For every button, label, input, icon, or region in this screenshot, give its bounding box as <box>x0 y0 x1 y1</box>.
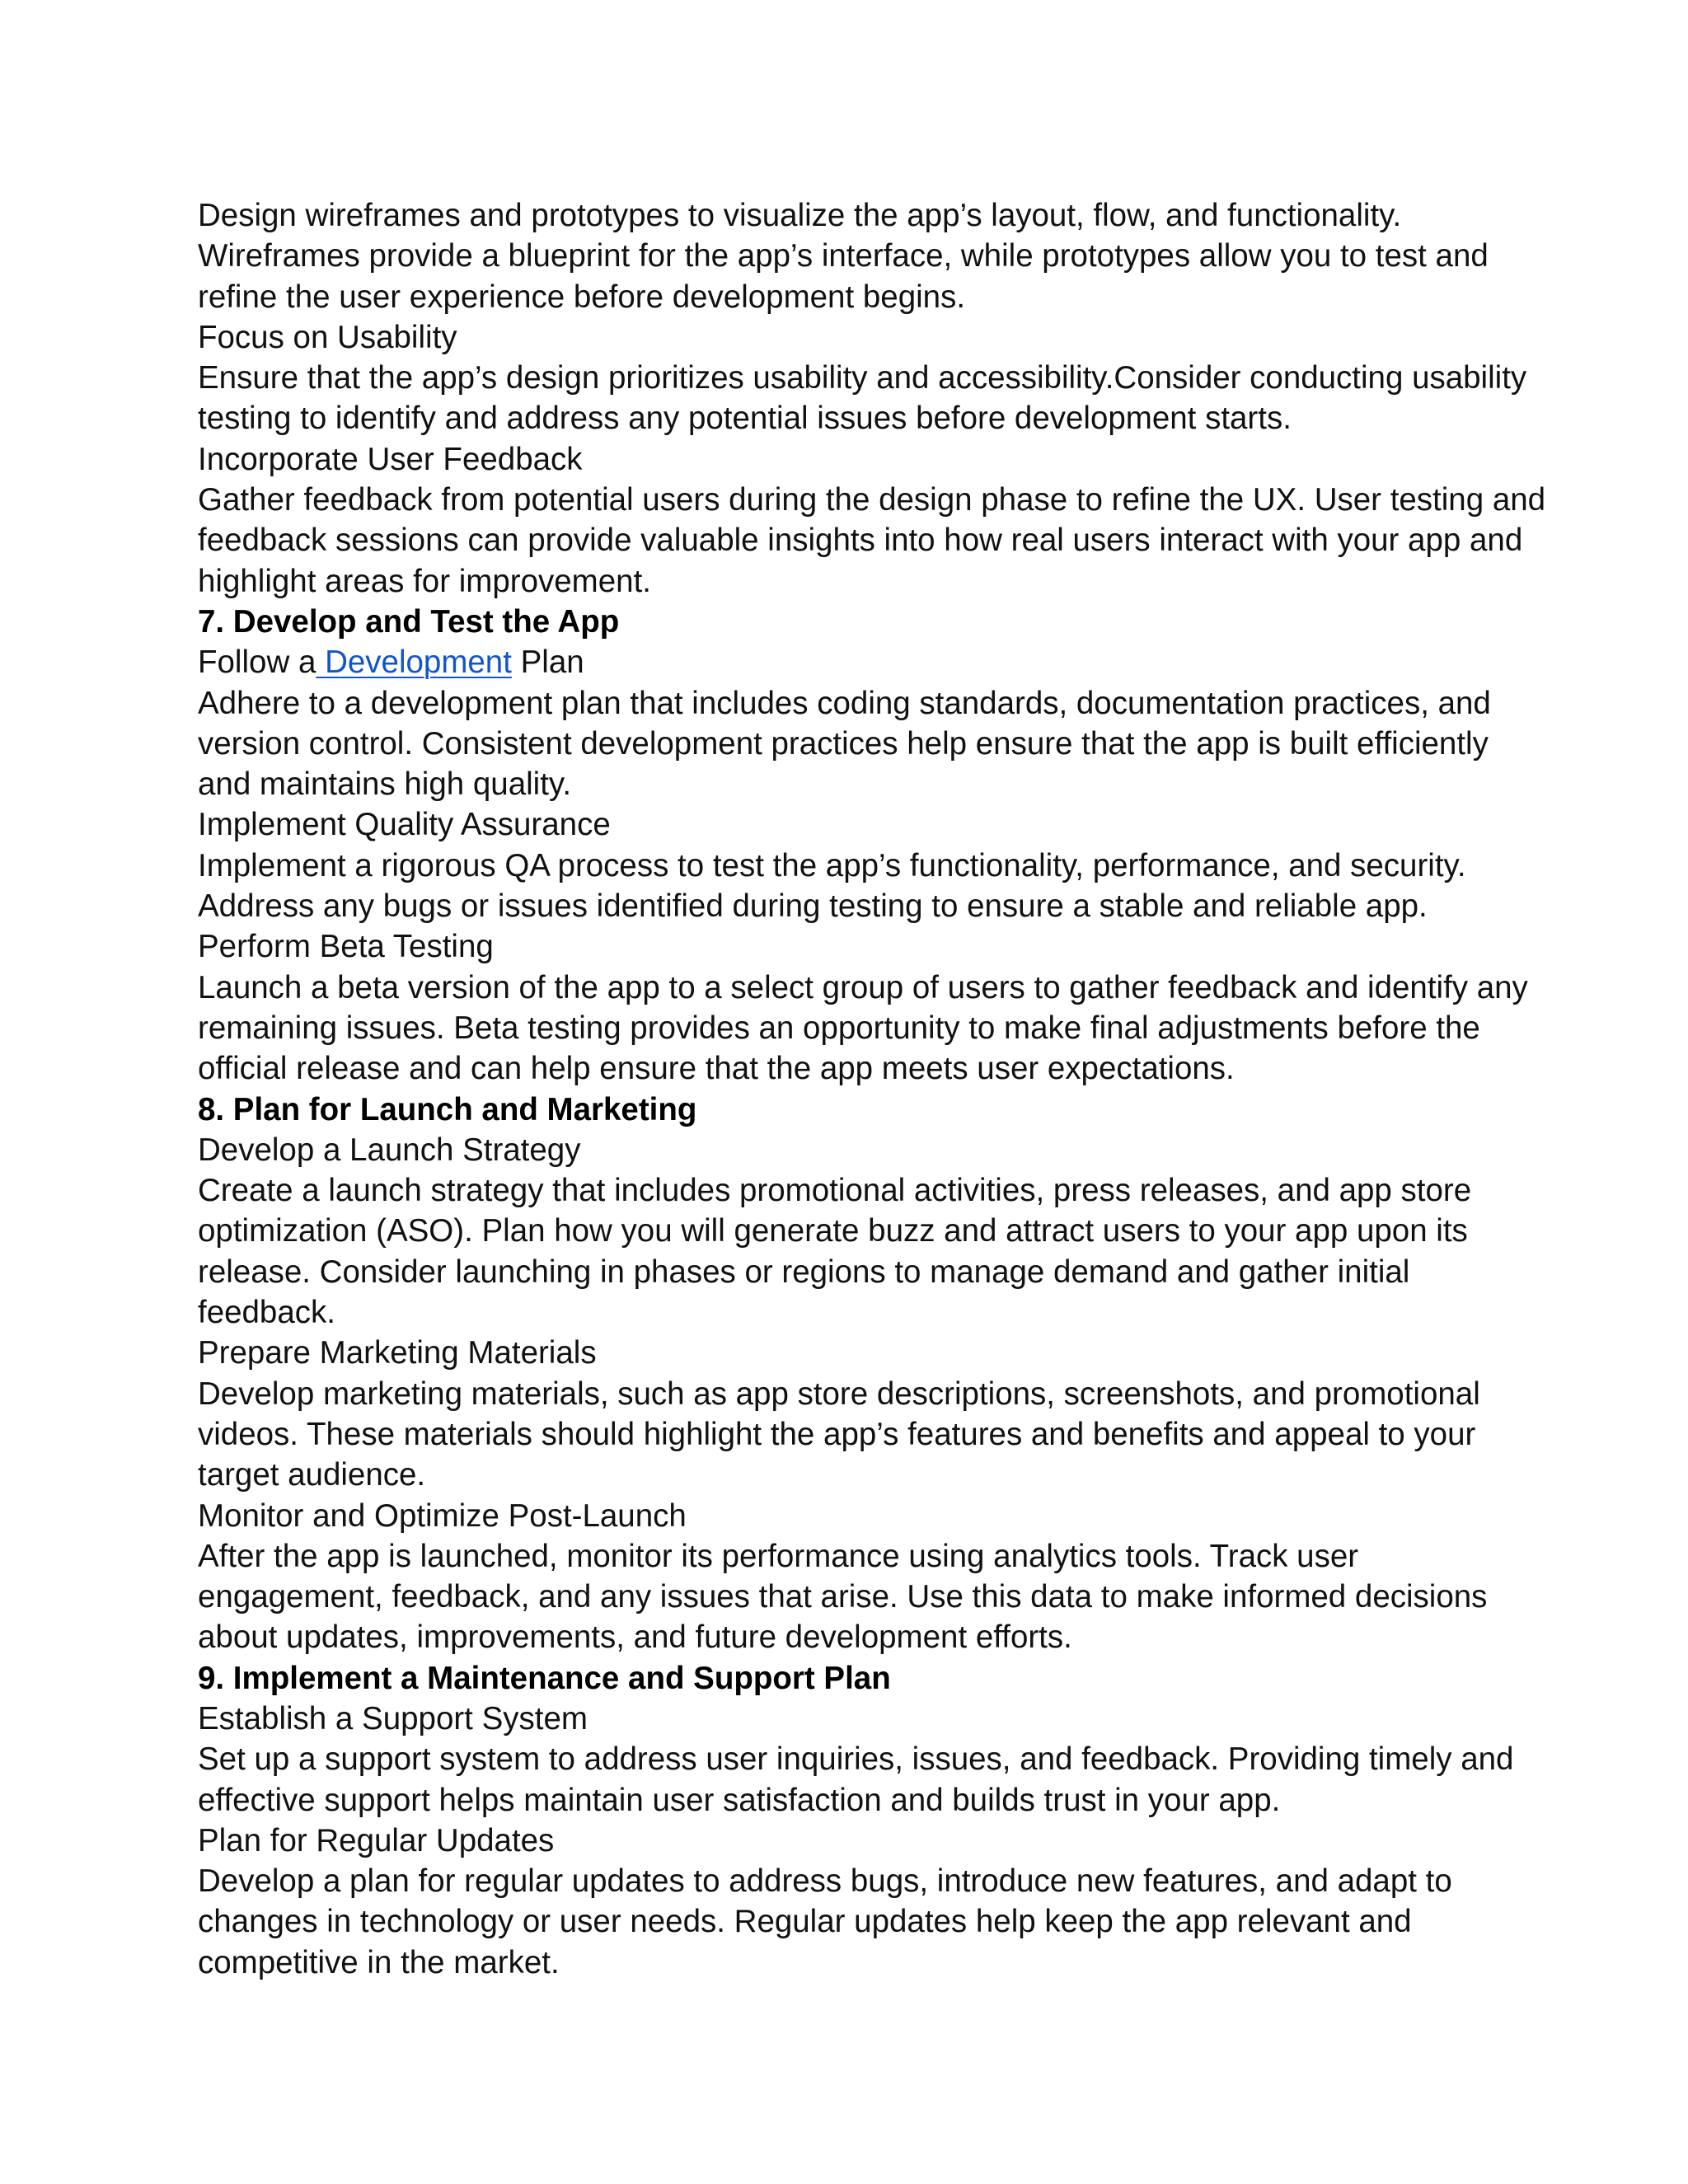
section-heading-9: 9. Implement a Maintenance and Support Plan <box>198 1660 891 1696</box>
paragraph-line: and maintains high quality. <box>198 766 572 803</box>
paragraph-line: Gather feedback from potential users during the design phase to refine the UX. User testing and <box>198 482 1546 518</box>
paragraph-line: Set up a support system to address user inquiries, issues, and feedback. Providing timely and <box>198 1741 1514 1778</box>
paragraph-line: Develop marketing materials, such as app store descriptions, screenshots, and promotional <box>198 1376 1480 1412</box>
paragraph-line: optimization (ASO). Plan how you will generate buzz and attract users to your app upon its <box>198 1213 1468 1249</box>
follow-prefix: Follow a <box>198 644 316 681</box>
paragraph-line: Wireframes provide a blueprint for the app’s interface, while prototypes allow you to test and <box>198 238 1489 274</box>
follow-suffix: Plan <box>511 644 584 681</box>
paragraph-line: feedback. <box>198 1295 335 1331</box>
paragraph-line: changes in technology or user needs. Regular updates help keep the app relevant and <box>198 1904 1412 1940</box>
document-page <box>198 195 1546 1983</box>
paragraph-line: Develop a plan for regular updates to address bugs, introduce new features, and adapt to <box>198 1863 1452 1900</box>
subheading-develop-launch-strategy: Develop a Launch Strategy <box>198 1132 581 1168</box>
paragraph-line: After the app is launched, monitor its performance using analytics tools. Track user <box>198 1538 1359 1574</box>
paragraph-line: Design wireframes and prototypes to visualize the app’s layout, flow, and functionality. <box>198 198 1402 233</box>
section-heading-7: 7. Develop and Test the App <box>198 603 620 640</box>
paragraph-line: about updates, improvements, and future development efforts. <box>198 1619 1072 1656</box>
paragraph-line: videos. These materials should highlight the app’s features and benefits and appeal to your <box>198 1416 1476 1452</box>
paragraph-line: Address any bugs or issues identified during testing to ensure a stable and reliable app. <box>198 888 1428 925</box>
paragraph-line: Ensure that the app’s design prioritizes usability and accessibility.Consider conducting usability <box>198 360 1527 396</box>
paragraph-line: version control. Consistent development practices help ensure that the app is built efficiently <box>198 725 1489 762</box>
paragraph-line: Implement a rigorous QA process to test the app’s functionality, performance, and security. <box>198 847 1466 883</box>
subheading-incorporate-user-feedback: Incorporate User Feedback <box>198 441 583 477</box>
paragraph-line: Adhere to a development plan that includes coding standards, documentation practices, and <box>198 685 1491 721</box>
section-heading-8: 8. Plan for Launch and Marketing <box>198 1091 697 1127</box>
paragraph-line: feedback sessions can provide valuable insights into how real users interact with your app and <box>198 523 1523 559</box>
subheading-perform-beta-testing: Perform Beta Testing <box>198 929 494 965</box>
subheading-prepare-marketing-materials: Prepare Marketing Materials <box>198 1335 597 1371</box>
paragraph-line: refine the user experience before development begins. <box>198 279 966 315</box>
subheading-plan-regular-updates: Plan for Regular Updates <box>198 1822 555 1858</box>
subheading-focus-on-usability: Focus on Usability <box>198 319 457 355</box>
subheading-monitor-optimize: Monitor and Optimize Post-Launch <box>198 1497 687 1534</box>
paragraph-line: target audience. <box>198 1457 426 1493</box>
paragraph-line: competitive in the market. <box>198 1944 560 1980</box>
paragraph-line: effective support helps maintain user satisfaction and builds trust in your app. <box>198 1782 1281 1818</box>
paragraph-line: testing to identify and address any potential issues before development starts. <box>198 401 1292 437</box>
subheading-implement-quality-assurance: Implement Quality Assurance <box>198 807 611 843</box>
paragraph-line: highlight areas for improvement. <box>198 563 651 599</box>
paragraph-line: remaining issues. Beta testing provides an opportunity to make final adjustments before the <box>198 1010 1480 1046</box>
paragraph-line: Launch a beta version of the app to a select group of users to gather feedback and identify any <box>198 969 1528 1005</box>
paragraph-line: engagement, feedback, and any issues that arise. Use this data to make informed decisions <box>198 1579 1488 1615</box>
development-link[interactable]: Development <box>316 644 512 681</box>
paragraph-line: Create a launch strategy that includes promotional activities, press releases, and app store <box>198 1173 1472 1209</box>
subheading-establish-support-system: Establish a Support System <box>198 1700 588 1736</box>
subheading-follow-development-plan <box>198 642 1500 682</box>
paragraph-line: release. Consider launching in phases or regions to manage demand and gather initial <box>198 1254 1410 1290</box>
paragraph-line: official release and can help ensure that the app meets user expectations. <box>198 1051 1235 1087</box>
